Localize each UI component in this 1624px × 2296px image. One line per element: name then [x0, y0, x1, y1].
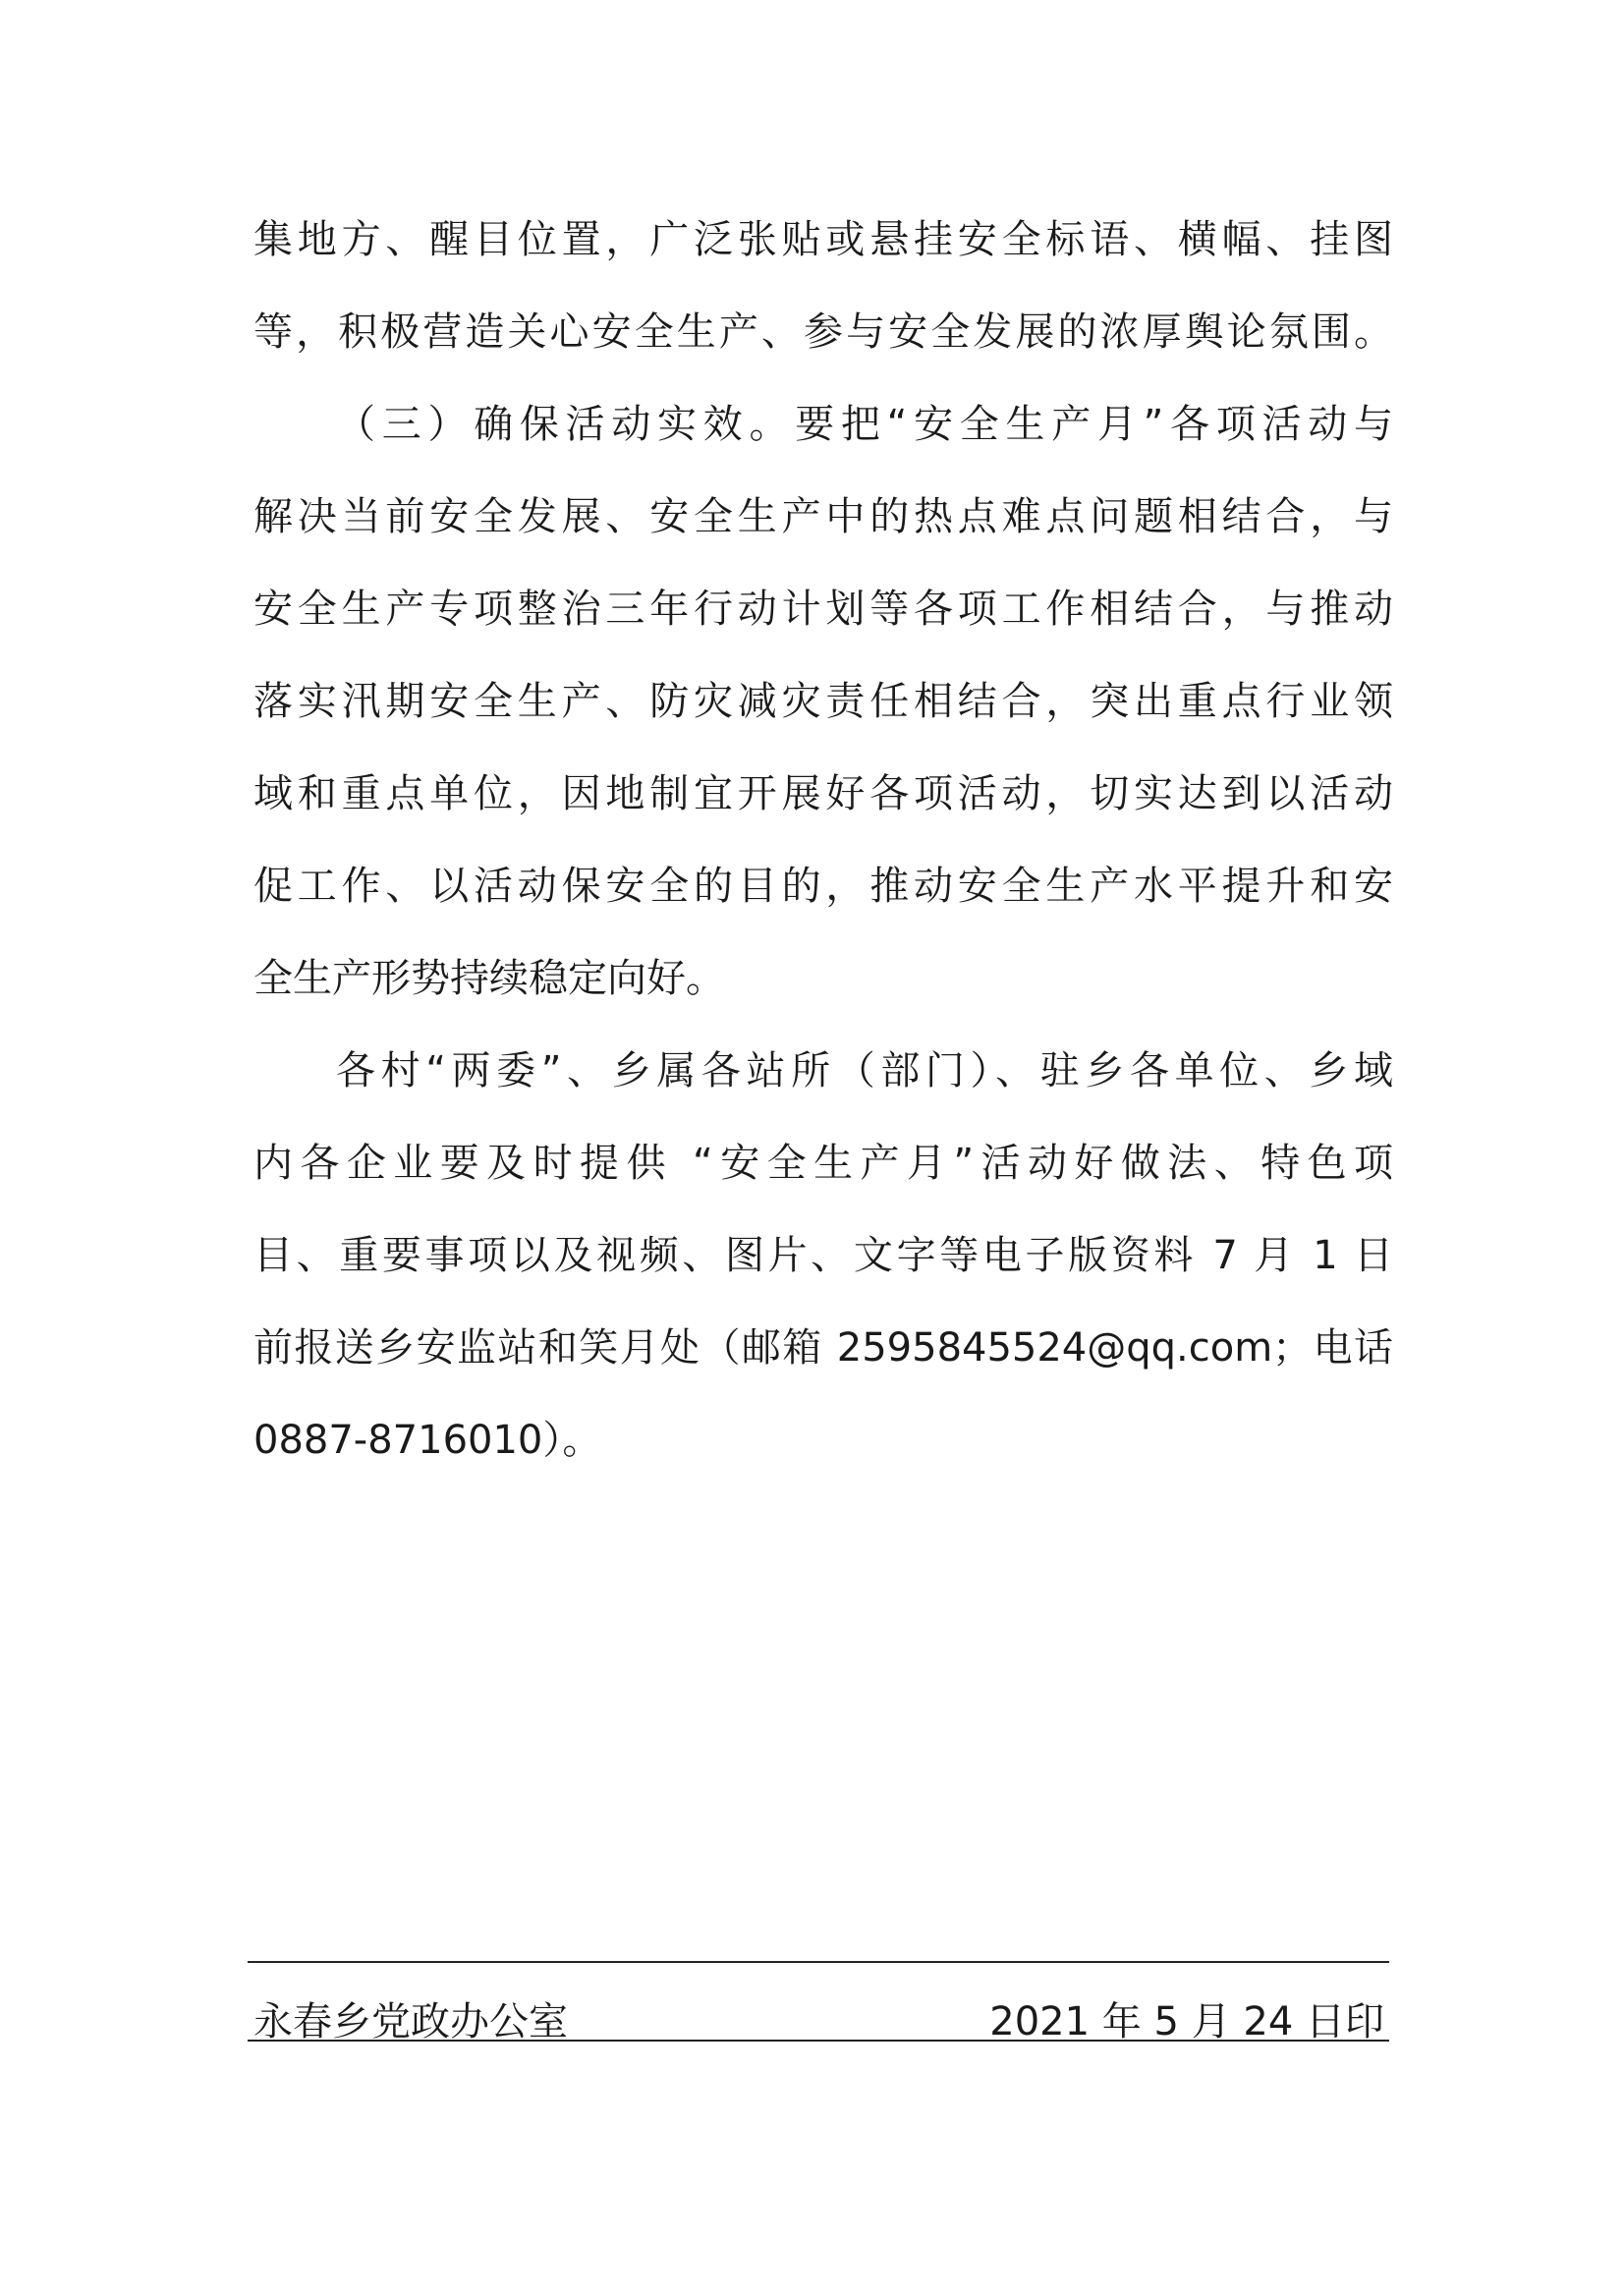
- paragraph-line: 促工作、以活动保安全的目的，推动安全生产水平提升和安: [253, 864, 1393, 909]
- paragraph-line: 各村“两委”、乡属各站所（部门）、驻乡各单位、乡域: [336, 1048, 1393, 1093]
- paragraph-line: 前报送乡安监站和笑月处（邮箱 2595845524@qq.com；电话: [253, 1325, 1393, 1371]
- paragraph-line: 解决当前安全发展、安全生产中的热点难点问题相结合，与: [253, 494, 1393, 539]
- print-date: 2021 年 5 月 24 日印: [989, 1999, 1384, 2044]
- issuer-name: 永春乡党政办公室: [253, 1999, 568, 2044]
- footer-top-rule: [248, 1961, 1389, 1963]
- paragraph-line: 集地方、醒目位置，广泛张贴或悬挂安全标语、横幅、挂图: [253, 217, 1393, 262]
- footer-bottom-rule: [248, 2040, 1389, 2042]
- paragraph-line: 内各企业要及时提供 “安全生产月”活动好做法、特色项: [253, 1141, 1393, 1186]
- paragraph-line: 等，积极营造关心安全生产、参与安全发展的浓厚舆论氛围。: [253, 309, 1393, 355]
- paragraph-line: 目、重要事项以及视频、图片、文字等电子版资料 7 月 1 日: [253, 1233, 1393, 1278]
- paragraph-line: 域和重点单位，因地制宜开展好各项活动，切实达到以活动: [253, 771, 1393, 816]
- paragraph-line: （三）确保活动实效。要把“安全生产月”各项活动与: [336, 402, 1393, 447]
- paragraph-line: 全生产形势持续稳定向好。: [253, 956, 725, 1001]
- paragraph-line: 0887-8716010）。: [253, 1418, 602, 1463]
- paragraph-line: 安全生产专项整治三年行动计划等各项工作相结合，与推动: [253, 587, 1393, 632]
- paragraph-line: 落实汛期安全生产、防灾减灾责任相结合，突出重点行业领: [253, 679, 1393, 724]
